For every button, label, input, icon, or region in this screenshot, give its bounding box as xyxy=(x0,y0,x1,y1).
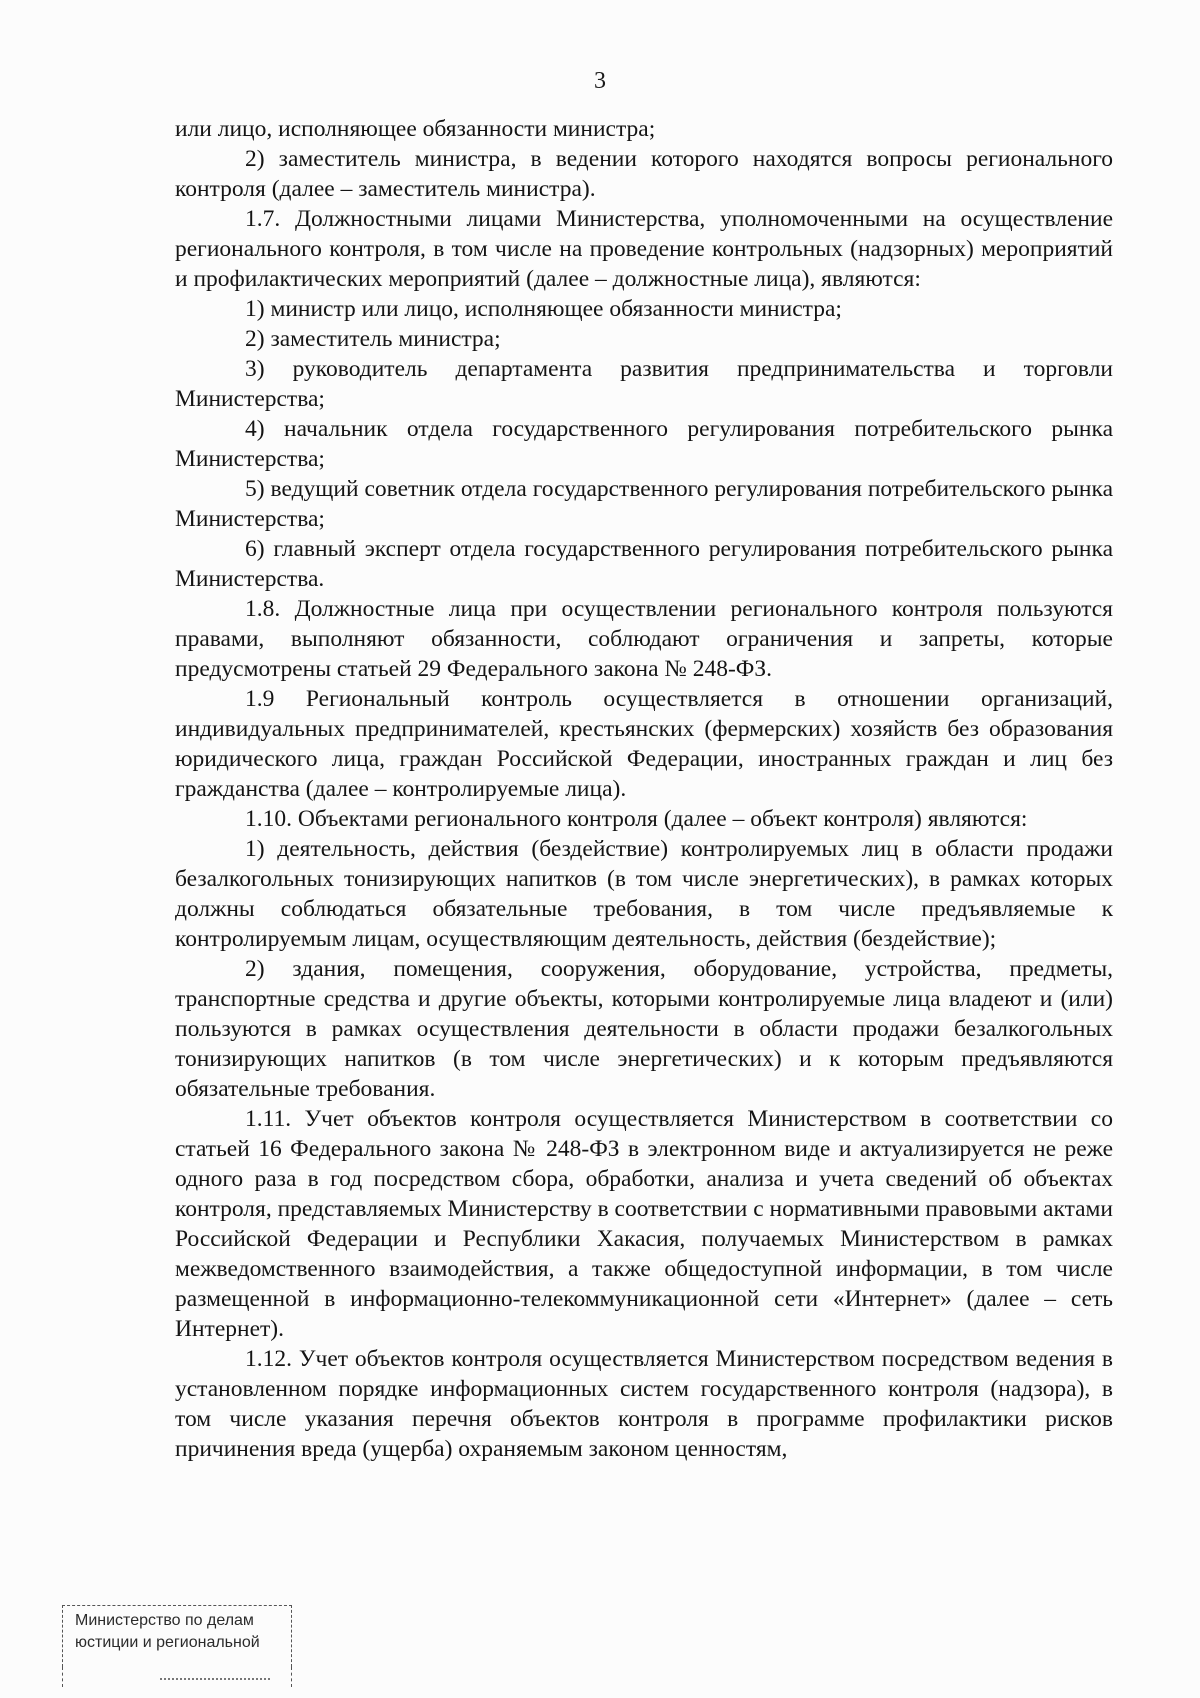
document-body xyxy=(175,114,1113,1464)
paragraph: 1.7. Должностными лицами Министерства, уполномоченными на осуществление регионального контроля, в том числе на проведение контрольных (надзорных) мероприятий и профилактических мероприятий (далее – должностные лица), являются: xyxy=(175,206,1113,292)
paragraph: 3) руководитель департамента развития предпринимательства и торговли Министерства; xyxy=(175,356,1113,412)
paragraph: 1.8. Должностные лица при осуществлении регионального контроля пользуются правами, выполняют обязанности, соблюдают ограничения и запреты, которые предусмотрены статьей 29 Федерального закона № 248-ФЗ. xyxy=(175,596,1113,682)
paragraph: 2) заместитель министра, в ведении которого находятся вопросы регионального контроля (далее – заместитель министра). xyxy=(175,146,1113,202)
paragraph: 1.12. Учет объектов контроля осуществляется Министерством посредством ведения в установленном порядке информационных систем государственного контроля (надзора), в том числе указания перечня объектов контроля в программе профилактики рисков причинения вреда (ущерба) охраняемым законом ценностям, xyxy=(175,1346,1113,1462)
stamp-mark xyxy=(160,1678,270,1683)
page-number: 3 xyxy=(594,68,606,94)
paragraph: 2) здания, помещения, сооружения, оборудование, устройства, предметы, транспортные средства и другие объекты, которыми контролируемые лица владеют и (или) пользуются в рамках осуществления деятельности в области продажи безалкогольных тонизирующих напитков (в том числе энергетических) и к которым предъявляются обязательные требования. xyxy=(175,956,1113,1102)
paragraph: 1.9 Региональный контроль осуществляется в отношении организаций, индивидуальных предпринимателей, крестьянских (фермерских) хозяйств без образования юридического лица, граждан Российской Федерации, иностранных граждан и лиц без гражданства (далее – контролируемые лица). xyxy=(175,686,1113,802)
paragraph: или лицо, исполняющее обязанности министра; xyxy=(175,116,656,142)
paragraph: 1.10. Объектами регионального контроля (далее – объект контроля) являются: xyxy=(245,806,1028,832)
paragraph: 1.11. Учет объектов контроля осуществляется Министерством в соответствии со статьей 16 Федерального закона № 248-ФЗ в электронном виде и актуализируется не реже одного раза в год посредством сбора, обработки, анализа и учета сведений об объектах контроля, представляемых Министерству в соответствии с нормативными правовыми актами Российской Федерации и Республики Хакасия, получаемых Министерством в рамках межведомственного взаимодействия, а также общедоступной информации, в том числе размещенной в информационно-телекоммуникационной сети «Интернет» (далее – сеть Интернет). xyxy=(175,1106,1114,1342)
registration-stamp xyxy=(62,1605,292,1667)
stamp-border xyxy=(62,1667,292,1687)
paragraph: 4) начальник отдела государственного регулирования потребительского рынка Министерства; xyxy=(175,416,1113,472)
paragraph: 1) министр или лицо, исполняющее обязанности министра; xyxy=(245,296,842,322)
stamp-line: юстиции и региональной xyxy=(75,1634,260,1651)
paragraph: 1) деятельность, действия (бездействие) контролируемых лиц в области продажи безалкогольных тонизирующих напитков (в том числе энергетических), в рамках которых должны соблюдаться обязательные требования, в том числе предъявляемые к контролируемым лицам, осуществляющим деятельность, действия (бездействие); xyxy=(175,836,1113,952)
paragraph: 6) главный эксперт отдела государственного регулирования потребительского рынка Министерства. xyxy=(175,536,1113,592)
stamp-line: Министерство по делам xyxy=(75,1612,254,1629)
paragraph: 2) заместитель министра; xyxy=(245,326,501,352)
paragraph: 5) ведущий советник отдела государственного регулирования потребительского рынка Министерства; xyxy=(175,476,1113,532)
